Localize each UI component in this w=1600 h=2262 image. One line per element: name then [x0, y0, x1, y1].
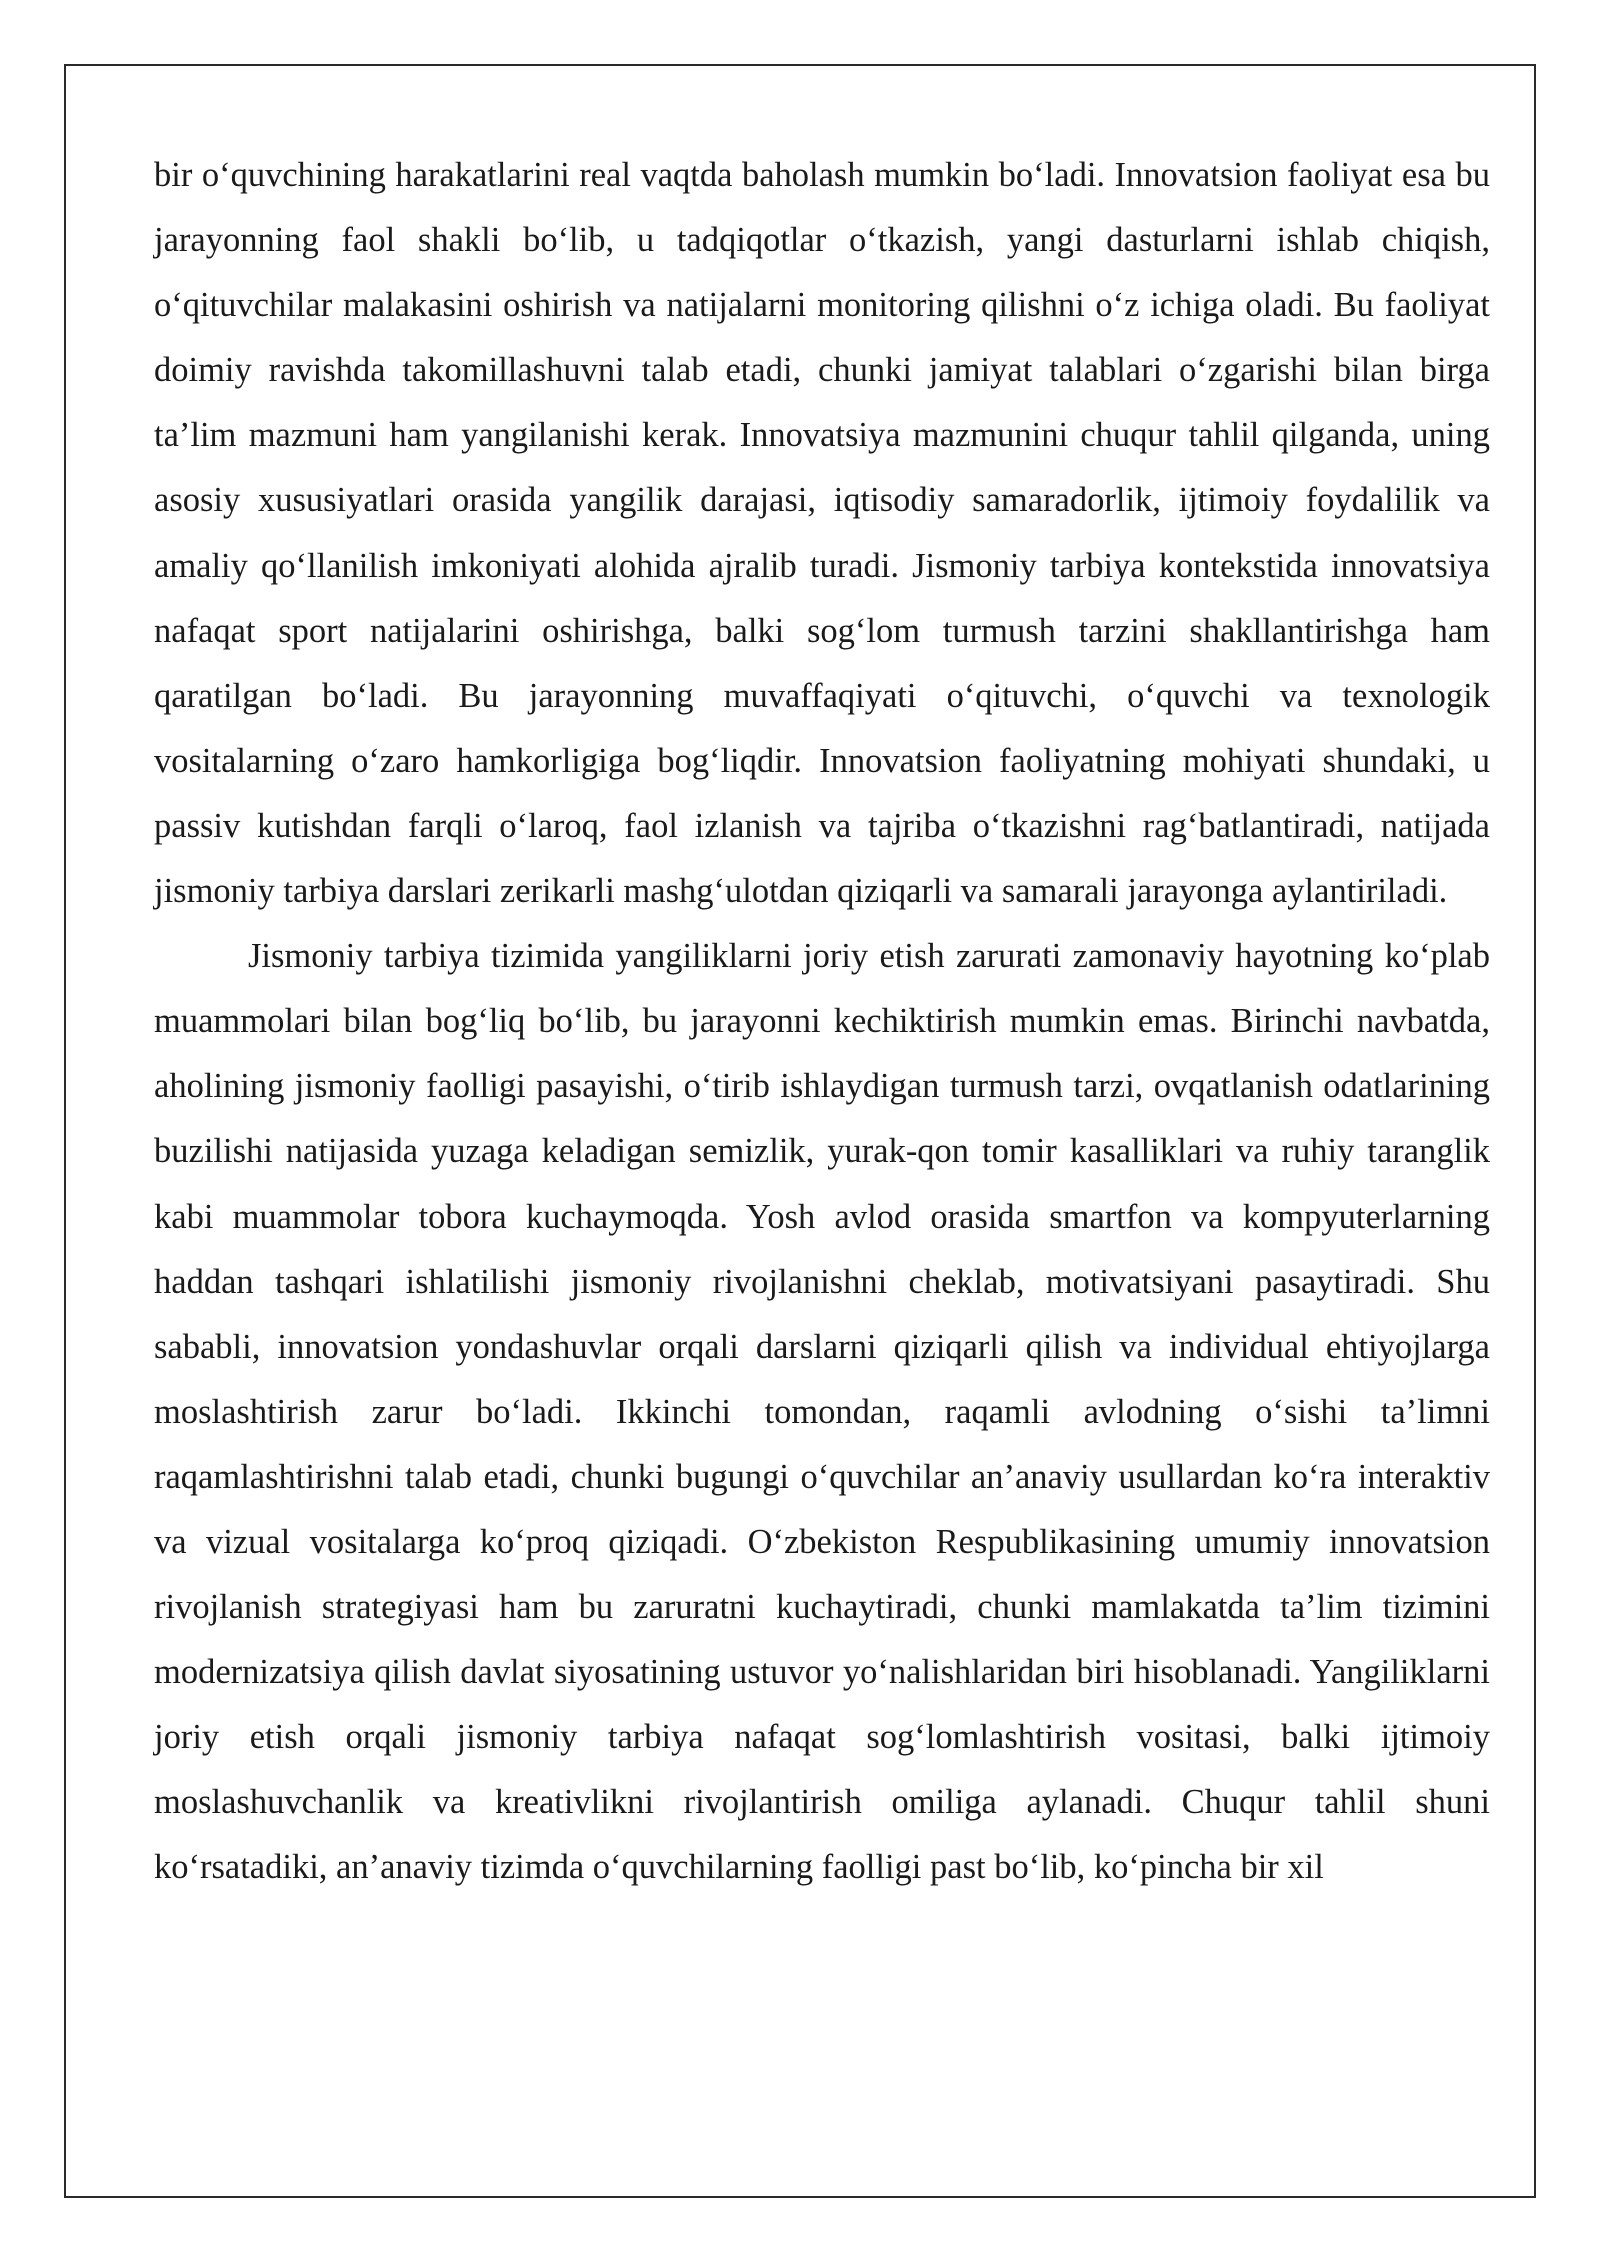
- paragraph-indented: Jismoniy tarbiya tizimida yangiliklarni joriy etish zarurati zamonaviy hayotning ko‘plab muammolari bilan bog‘liq bo‘lib, bu jarayonni kechiktirish mumkin emas. Birinchi navbatda, aholining jismoniy faolligi pasayishi, o‘tirib ishlaydigan turmush tarzi, ovqatlanish odatlarining buzilishi natijasida yuzaga keladigan semizlik, yurak-qon tomir kasalliklari va ruhiy taranglik kabi muammolar tobora kuchaymoqda. Yosh avlod orasida smartfon va kompyuterlarning haddan tashqari ishlatilishi jismoniy rivojlanishni cheklab, motivatsiyani pasaytiradi. Shu sababli, innovatsion yondashuvlar orqali darslarni qiziqarli qilish va individual ehtiyojlarga moslashtirish zarur bo‘ladi. Ikkinchi tomondan, raqamli avlodning o‘sishi ta’limni raqamlashtirishni talab etadi, chunki bugungi o‘quvchilar an’anaviy usullardan ko‘ra interaktiv va vizual vositalarga ko‘proq qiziqadi. O‘zbekiston Respublikasining umumiy innovatsion rivojlanish strategiyasi ham bu zaruratni kuchaytiradi, chunki mamlakatda ta’lim tizimini modernizatsiya qilish davlat siyosatining ustuvor yo‘nalishlaridan biri hisoblanadi. Yangiliklarni joriy etish orqali jismoniy tarbiya nafaqat sog‘lomlashtirish vositasi, balki ijtimoiy moslashuvchanlik va kreativlikni rivojlantirish omiliga aylanadi. Chuqur tahlil shuni ko‘rsatadiki, an’anaviy tizimda o‘quvchilarning faolligi past bo‘lib, ko‘pincha bir xil: [154, 937, 1490, 1887]
- paragraph-continued: bir o‘quvchining harakatlarini real vaqtda baholash mumkin bo‘ladi. Innovatsion faoliyat esa bu jarayonning faol shakli bo‘lib, u tadqiqotlar o‘tkazish, yangi dasturlarni ishlab chiqish, o‘qituvchilar malakasini oshirish va natijalarni monitoring qilishni o‘z ichiga oladi. Bu faoliyat doimiy ravishda takomillashuvni talab etadi, chunki jamiyat talablari o‘zgarishi bilan birga ta’lim mazmuni ham yangilanishi kerak. Innovatsiya mazmunini chuqur tahlil qilganda, uning asosiy xususiyatlari orasida yangilik darajasi, iqtisodiy samaradorlik, ijtimoiy foydalilik va amaliy qo‘llanilish imkoniyati alohida ajralib turadi. Jismoniy tarbiya kontekstida innovatsiya nafaqat sport natijalarini oshirishga, balki sog‘lom turmush tarzini shakllantirishga ham qaratilgan bo‘ladi. Bu jarayonning muvaffaqiyati o‘qituvchi, o‘quvchi va texnologik vositalarning o‘zaro hamkorligiga bog‘liqdir. Innovatsion faoliyatning mohiyati shundaki, u passiv kutishdan farqli o‘laroq, faol izlanish va tajriba o‘tkazishni rag‘batlantiradi, natijada jismoniy tarbiya darslari zerikarli mashg‘ulotdan qiziqarli va samarali jarayonga aylantiriladi.: [154, 156, 1490, 911]
- document-body: [154, 143, 1490, 1901]
